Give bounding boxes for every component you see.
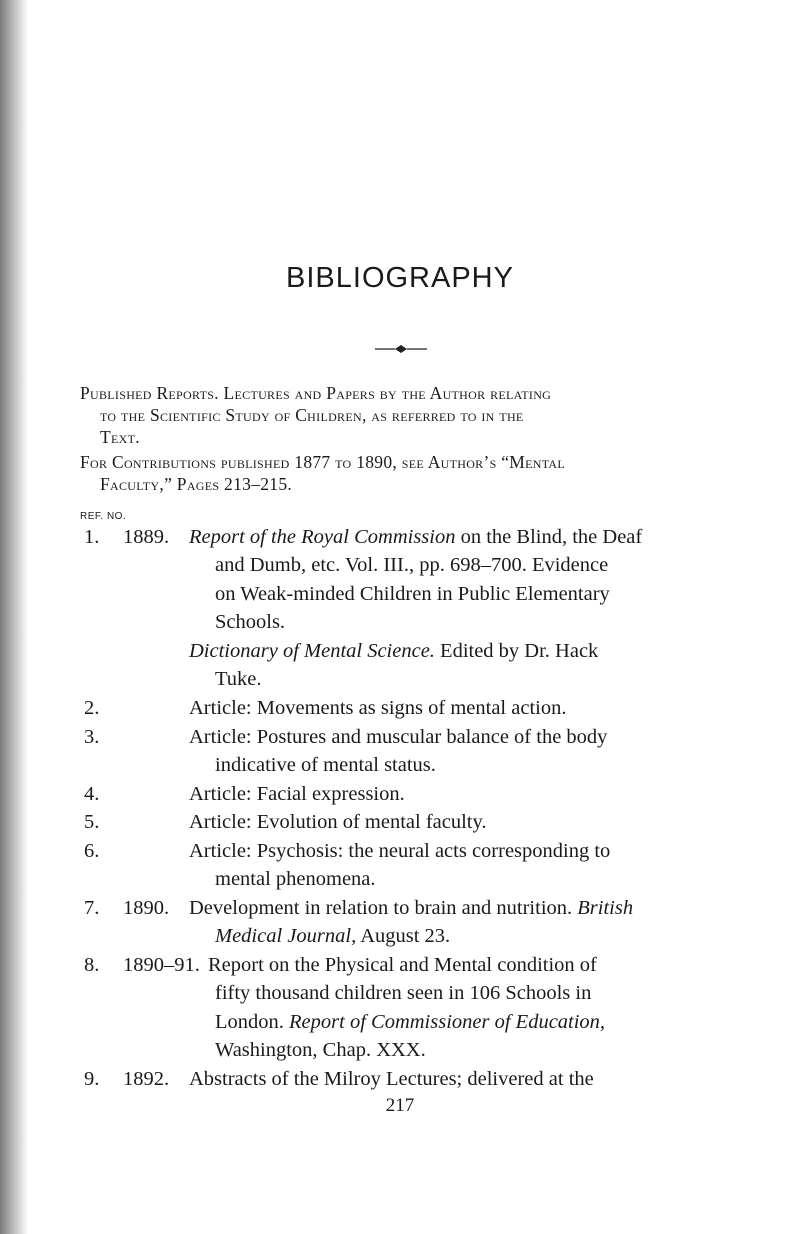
entry-title: Report of Commissioner of Education,	[289, 1011, 606, 1033]
entry-number: 6.	[84, 840, 100, 862]
entry-text-line: on Weak-minded Children in Public Elementary	[215, 583, 610, 605]
entry-text-line: Development in relation to brain and nutrition. British	[189, 897, 634, 919]
intro-line-2: to the Scientific Study of Children, as referred to in the	[100, 405, 524, 425]
entry-number: 8.	[84, 954, 100, 976]
intro-heading-published-reports	[80, 382, 720, 448]
entry-text-line: fifty thousand children seen in 106 Schools in	[215, 982, 592, 1004]
entry-text-line: and Dumb, etc. Vol. III., pp. 698–700. Evidence	[215, 554, 609, 576]
entry-text-line: Article: Evolution of mental faculty.	[189, 811, 487, 833]
entry-year: 1892.	[123, 1068, 170, 1090]
entry-number: 5.	[84, 811, 100, 833]
entry-number: 4.	[84, 783, 100, 805]
ornament-divider	[375, 344, 427, 354]
entry-text-line: Schools.	[215, 611, 286, 633]
entry-text-line: Report of the Royal Commission on the Blind, the Deaf	[189, 526, 643, 548]
entry-text-line: Abstracts of the Milroy Lectures; delivered at the	[189, 1068, 594, 1090]
entry-title: Dictionary of Mental Science.	[189, 640, 435, 662]
entry-text-line: Report on the Physical and Mental condition of	[208, 954, 597, 976]
intro-line-3: Text.	[100, 427, 140, 447]
entry-year: 1890.	[123, 897, 170, 919]
entry-text-line: Tuke.	[215, 668, 262, 690]
entry-number: 3.	[84, 726, 100, 748]
intro-line-1: Published Reports. Lectures and Papers by the Author relating	[80, 383, 552, 403]
entry-title: Report of the Royal Commission	[189, 526, 456, 548]
entry-title: Medical Journal,	[215, 925, 357, 947]
entry-text-line: indicative of mental status.	[215, 754, 436, 776]
entry-year: 1890–91.	[123, 954, 200, 976]
entry-text-line: Article: Facial expression.	[189, 783, 405, 805]
entry-year: 1889.	[123, 526, 170, 548]
entry-number: 7.	[84, 897, 100, 919]
entry-text-line: Article: Psychosis: the neural acts corresponding to	[189, 840, 611, 862]
entry-text-line: London. Report of Commissioner of Education,	[215, 1011, 606, 1033]
entry-number: 2.	[84, 697, 100, 719]
intro-heading-contributions	[80, 451, 720, 495]
entry-text-line: Dictionary of Mental Science. Edited by Dr. Hack	[189, 640, 599, 662]
page-title: BIBLIOGRAPHY	[286, 262, 514, 294]
entry-text-line: Medical Journal, August 23.	[215, 925, 451, 947]
page-number: 217	[385, 1095, 415, 1116]
intro-line-5: Faculty,” Pages 213–215.	[100, 474, 293, 494]
entry-text-line: Washington, Chap. XXX.	[215, 1039, 426, 1061]
ref-no-label: REF. NO.	[80, 511, 127, 522]
entry-text-line: Article: Movements as signs of mental action.	[189, 697, 567, 719]
entry-number: 9.	[84, 1068, 100, 1090]
entry-number: 1.	[84, 526, 100, 548]
entry-text-line: Article: Postures and muscular balance of the body	[189, 726, 608, 748]
entry-title: British	[577, 897, 634, 919]
intro-line-4: For Contributions published 1877 to 1890, see Author’s “Mental	[80, 452, 566, 472]
entry-text-line: mental phenomena.	[215, 868, 376, 890]
